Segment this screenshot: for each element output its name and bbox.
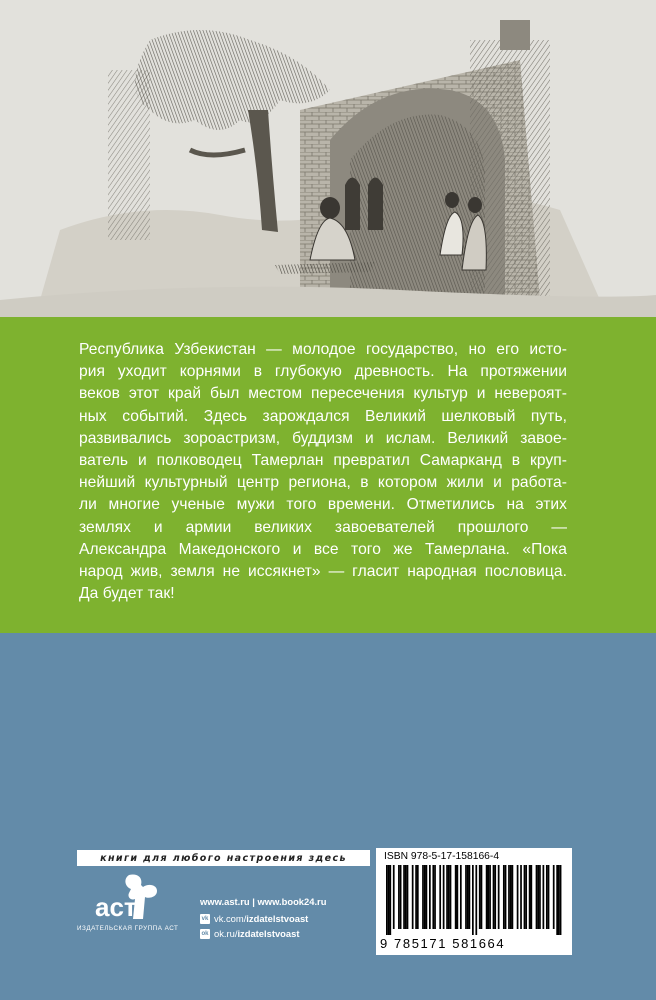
logo-text: аст xyxy=(95,892,137,922)
barcode-bar xyxy=(426,865,428,929)
vk-handle: izdatelstvoast xyxy=(246,913,309,924)
barcode-bar xyxy=(530,865,532,929)
barcode-bar xyxy=(455,865,457,929)
barcode-bar xyxy=(432,865,434,929)
barcode-bar xyxy=(475,865,477,935)
barcode-bar xyxy=(537,865,539,929)
barcode-bar xyxy=(469,865,471,929)
barcode-bar xyxy=(386,865,388,935)
barcode-bar xyxy=(558,865,560,935)
annotation-line: Да будет так! xyxy=(79,585,175,603)
barcode-digits: 9 785171 581664 xyxy=(380,936,506,951)
barcode-bar xyxy=(407,865,409,929)
publisher-websites[interactable]: www.ast.ru | www.book24.ru xyxy=(200,896,327,907)
barcode-bar xyxy=(439,865,441,929)
barcode-bar xyxy=(536,865,538,929)
ok-icon: ok xyxy=(201,930,209,937)
barcode-bar xyxy=(494,865,496,929)
barcode-bar xyxy=(448,865,450,929)
barcode-bar xyxy=(553,865,555,929)
barcode-bar xyxy=(429,865,431,929)
barcode-bar xyxy=(486,865,488,929)
barcode-bar xyxy=(443,865,445,929)
vk-link[interactable] xyxy=(200,913,308,924)
barcode-bar xyxy=(520,865,522,929)
barcode-bar xyxy=(543,865,545,929)
barcode-bar xyxy=(524,865,526,929)
barcode-bar xyxy=(508,865,510,929)
ok-handle: izdatelstvoast xyxy=(237,928,300,939)
barcode-bar xyxy=(525,865,527,929)
barcode-bar xyxy=(512,865,514,929)
publisher-logo xyxy=(77,873,185,951)
barcode-bar xyxy=(529,865,531,929)
vk-icon: vk xyxy=(201,915,209,922)
barcode-bar xyxy=(479,865,481,929)
publisher-slogan: книги для любого настроения здесь xyxy=(100,852,347,864)
isbn-barcode xyxy=(376,848,572,955)
engraving-image xyxy=(0,0,656,317)
barcode-bar xyxy=(412,865,414,929)
barcode-bar xyxy=(400,865,402,929)
barcode-bar xyxy=(560,865,562,935)
barcode-bar xyxy=(489,865,491,929)
book-annotation xyxy=(79,339,567,605)
publisher-caption: ИЗДАТЕЛЬСКАЯ ГРУППА АСТ xyxy=(77,925,179,932)
barcode-bar xyxy=(548,865,550,929)
barcode-bar xyxy=(424,865,426,929)
barcode-bars xyxy=(384,865,564,935)
annotation-line: нейший культурный центр региона, в котором жили и работа- xyxy=(79,474,567,492)
ok-link[interactable] xyxy=(200,928,299,939)
barcode-bar xyxy=(393,865,395,929)
barcode-bar xyxy=(487,865,489,929)
barcode-bar xyxy=(434,865,436,929)
barcode-bar xyxy=(472,865,474,935)
cover-illustration xyxy=(0,0,656,317)
vk-prefix: vk.com/ xyxy=(214,913,247,924)
annotation-line: народ жив, земля не иссякнет» — гласит народная пословица. xyxy=(79,563,567,581)
barcode-bar xyxy=(446,865,448,929)
barcode-bar xyxy=(405,865,407,929)
barcode-bar xyxy=(422,865,424,929)
barcode-bar xyxy=(389,865,391,935)
barcode-bar xyxy=(503,865,505,929)
isbn-label: ISBN 978-5-17-158166-4 xyxy=(384,851,500,862)
barcode-bar xyxy=(505,865,507,929)
barcode-bar xyxy=(417,865,419,929)
annotation-line: Александра Македонского и все того же Тамерлана. «Пока xyxy=(79,540,567,558)
barcode-bar xyxy=(510,865,512,929)
barcode-bar xyxy=(539,865,541,929)
ok-prefix: ok.ru/ xyxy=(214,928,238,939)
barcode-bar xyxy=(450,865,452,929)
barcode-bar xyxy=(388,865,390,935)
barcode-bar xyxy=(517,865,519,929)
barcode-bar xyxy=(556,865,558,935)
annotation-line: ватель и полководец Тамерлан превратил Самарканд в круп- xyxy=(79,452,567,470)
annotation-line: рия уходит корнями в глубокую древность. На протяжении xyxy=(79,363,567,381)
barcode-bar xyxy=(465,865,467,929)
barcode-bar xyxy=(403,865,405,929)
barcode-bar xyxy=(546,865,548,929)
annotation-line: развивались зороастризм, буддизм и ислам. Великий завое- xyxy=(79,429,567,447)
barcode-bar xyxy=(398,865,400,929)
barcode-bar xyxy=(457,865,459,929)
barcode-bar xyxy=(481,865,483,929)
barcode-bar xyxy=(467,865,469,929)
barcode-bar xyxy=(415,865,417,929)
barcode-bar xyxy=(493,865,495,929)
annotation-line: землях и армии великих завоевателей прошлого — xyxy=(79,518,567,536)
annotation-line: ли многие ученые мужи того времени. Отметились на этих xyxy=(79,496,567,514)
publisher-slogan-bar xyxy=(77,850,370,866)
annotation-line: ных событий. Здесь зарождался Великий шелковый путь, xyxy=(79,407,567,425)
barcode-bar xyxy=(498,865,500,929)
annotation-line: веков этот край был местом пересечения культур и невероят- xyxy=(79,385,567,403)
annotation-line: Республика Узбекистан — молодое государство, но его исто- xyxy=(79,341,567,358)
barcode-bar xyxy=(460,865,462,929)
ast-logo-icon xyxy=(77,873,185,925)
